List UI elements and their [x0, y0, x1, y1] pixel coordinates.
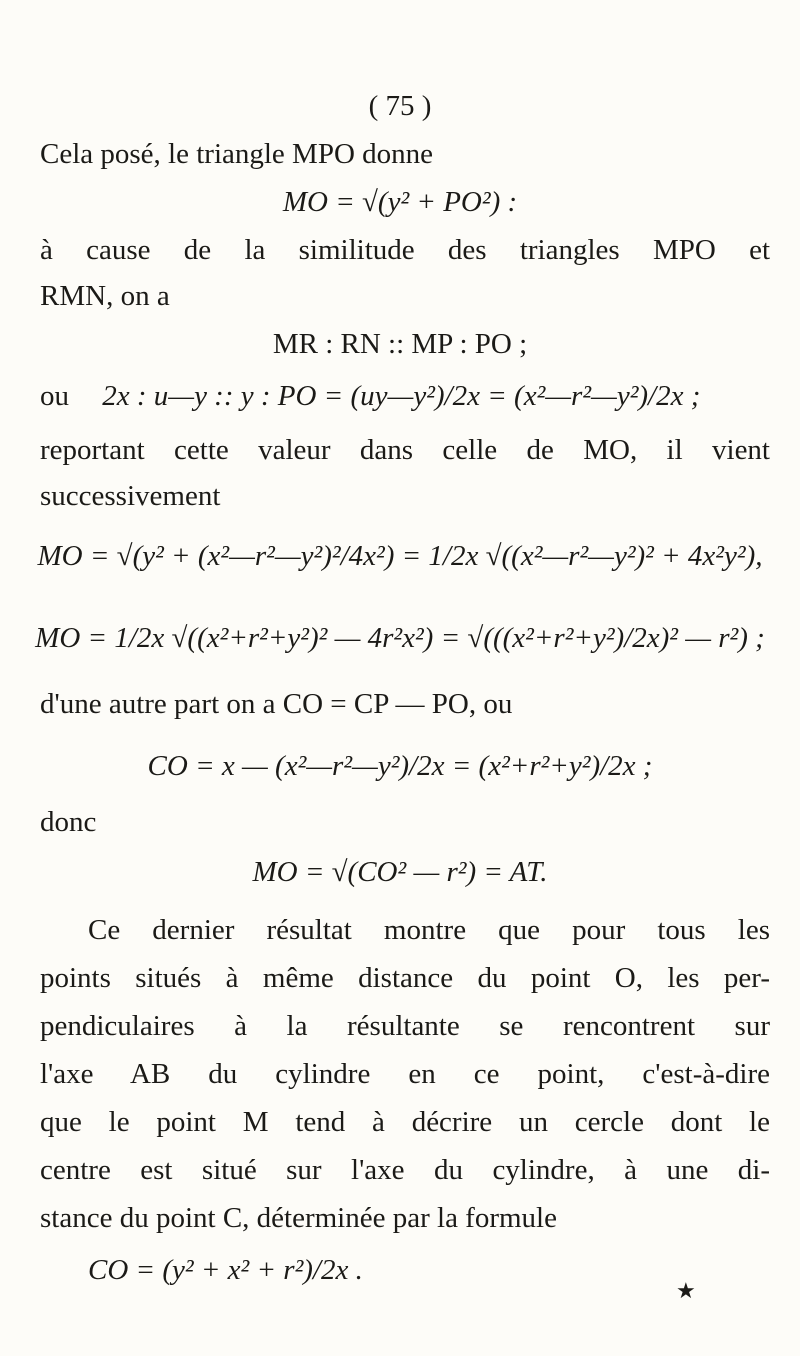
equation-mo-expansion: MO = √(y² + (x²—r²—y²)²/4x²) = 1/2x √((x²—r²—y²)² + 4x²y²), [37, 540, 763, 572]
text-line: RMN, on a [40, 280, 170, 312]
equation-proportion: MR : RN :: MP : PO ; [272, 328, 528, 360]
star-mark: ★ [676, 1278, 696, 1303]
equation-po-body: 2x : u—y :: y : PO = (uy—y²)/2x = (x²—r²—y²)/2x ; [102, 380, 701, 412]
equation-co-formula: CO = (y² + x² + r²)/2x . [88, 1254, 363, 1286]
paragraph-line: pendiculaires à la résultante se rencontrent sur [40, 1010, 770, 1042]
equation-prefix: ou [40, 380, 69, 412]
text-line: d'une autre part on a CO = CP — PO, ou [40, 688, 513, 720]
text-line: reportant cette valeur dans celle de MO, il vient [40, 434, 770, 466]
text-line: successivement [40, 480, 221, 512]
text-line: à cause de la similitude des triangles MPO et [40, 234, 770, 266]
equation-mo-final: MO = √(CO² — r²) = AT. [252, 856, 548, 888]
paragraph-line: centre est situé sur l'axe du cylindre, à une di- [40, 1154, 770, 1186]
equation-mo-simplified: MO = 1/2x √((x²+r²+y²)² — 4r²x²) = √(((x²+r²+y²)/2x)² — r²) ; [35, 622, 765, 654]
text-line: Cela posé, le triangle MPO donne [40, 138, 434, 170]
equation-po [40, 382, 770, 411]
paragraph-line: Ce dernier résultat montre que pour tous les [88, 914, 770, 946]
equation-co: CO = x — (x²—r²—y²)/2x = (x²+r²+y²)/2x ; [147, 750, 653, 782]
equation-mo-definition: MO = √(y² + PO²) : [282, 186, 518, 218]
paragraph-line: l'axe AB du cylindre en ce point, c'est-à-dire [40, 1058, 770, 1090]
paragraph-line: points situés à même distance du point O, les per- [40, 962, 770, 994]
paragraph-line: stance du point C, déterminée par la formule [40, 1202, 557, 1234]
paragraph-line: que le point M tend à décrire un cercle dont le [40, 1106, 770, 1138]
text-line: donc [40, 806, 97, 838]
page-number: ( 75 ) [368, 90, 432, 122]
